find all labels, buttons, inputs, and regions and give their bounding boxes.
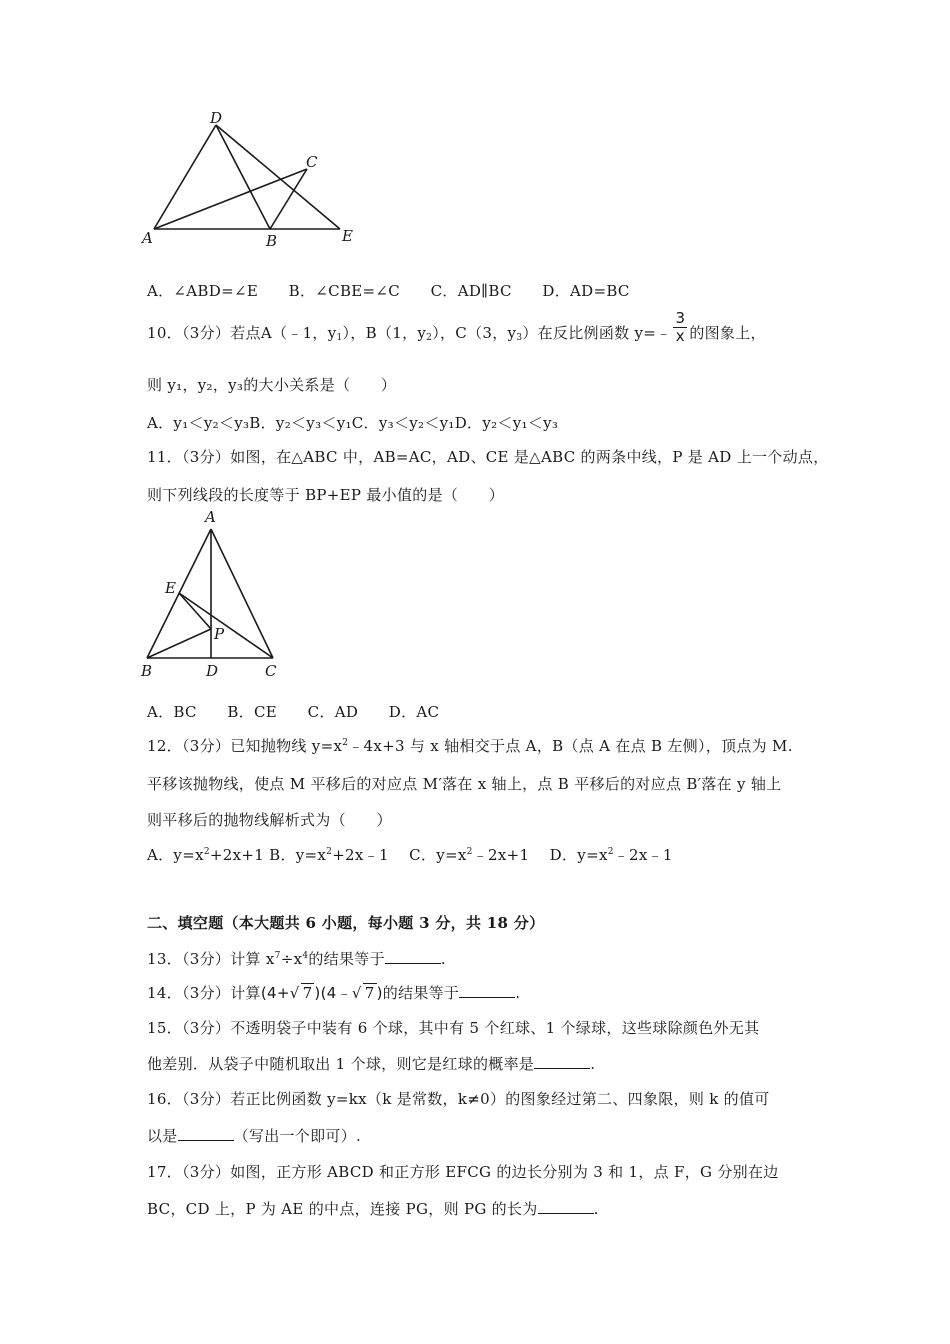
q17-line1: 17．（3分）如图，正方形 ABCD 和正方形 EFCG 的边长分别为 3 和 1，点 F，G 分别在边 xyxy=(147,1163,779,1181)
q13: 13．（3分）计算 $x^7\div x^4$的结果等于 . xyxy=(147,950,446,968)
q15-line2: 他差别．从袋子中随机取出 1 个球，则它是红球的概率是 . xyxy=(147,1055,596,1073)
q12-line1: 12．（3分）已知抛物线 $y=x^2﹣4x+3$ 与 x 轴相交于点 A，B（点 A 在点 B 左侧），顶点为 M. xyxy=(147,737,793,755)
q10-line2: 则 y₁，y₂，y₃的大小关系是（ ） xyxy=(147,376,397,394)
segment-ad xyxy=(154,125,216,229)
q15-line1: 15．（3分）不透明袋子中装有 6 个球，其中有 5 个红球、1 个绿球，这些球除颜色外无其 xyxy=(147,1019,760,1037)
label-a: A xyxy=(205,508,216,526)
figure-triangle-adbce xyxy=(130,105,370,250)
q14: 14．（3分）计算(4+√ 7 )(4﹣√ 7 )的结果等于 . xyxy=(147,984,521,1002)
answer-blank xyxy=(385,949,441,964)
figure-triangle-abc-medians xyxy=(135,505,285,685)
segment-bc xyxy=(270,169,307,229)
fraction-3-over-x: $\frac{3}{x}$ xyxy=(675,308,686,345)
label-d: D xyxy=(210,109,223,127)
q16-line1: 16．（3分）若正比例函数 y=kx（k 是常数，k≠0）的图象经过第二、四象限，则 k 的值可 xyxy=(147,1090,770,1108)
q9-options: A．∠ABD=∠E B．∠CBE=∠C C．AD∥BC D．AD=BC xyxy=(147,282,630,300)
label-b: B xyxy=(141,662,153,680)
label-d: D xyxy=(206,662,219,680)
segment-ce xyxy=(179,593,273,658)
sqrt-symbol: √ xyxy=(289,984,300,1002)
q11-options: A．BC B．CE C．AD D．AC xyxy=(147,703,440,721)
segment-db xyxy=(216,125,270,229)
label-e: E xyxy=(342,227,353,245)
label-a: A xyxy=(142,229,153,247)
q11-line2: 则下列线段的长度等于 BP+EP 最小值的是（ ） xyxy=(147,486,505,504)
answer-blank xyxy=(538,1199,594,1214)
q10-line1: 10．（3分）若点A（﹣1，$y_1$），B（1，$y_2$），C（3，$y_3$）在反比例函数 y=﹣ $\frac{3}{x}$ 的图象上， xyxy=(147,308,766,345)
q11-line1: 11．（3分）如图，在△ABC 中，AB=AC，AD、CE 是△ABC 的两条中线，P 是 AD 上一个动点， xyxy=(147,448,829,466)
q16-line2: 以是 （写出一个即可）. xyxy=(147,1127,362,1145)
label-b: B xyxy=(266,232,278,250)
label-c: C xyxy=(306,153,318,171)
q10-options: A．y₁＜y₂＜y₃B．y₂＜y₃＜y₁C．y₃＜y₂＜y₁D．y₂＜y₁＜y₃ xyxy=(147,414,559,432)
segment-ac xyxy=(154,169,307,229)
answer-blank xyxy=(459,983,515,998)
segment-de xyxy=(216,125,340,229)
q12-line3: 则平移后的抛物线解析式为（ ） xyxy=(147,811,392,829)
segment-bp xyxy=(147,629,211,658)
label-c: C xyxy=(265,662,277,680)
q12-line2: 平移该抛物线，使点 M 平移后的对应点 M′落在 x 轴上，点 B 平移后的对应点 B′落在 y 轴上 xyxy=(147,775,782,793)
answer-blank xyxy=(534,1054,590,1069)
sqrt-symbol: √ xyxy=(351,984,362,1002)
section-title-fill-in: 二、填空题（本大题共 6 小题，每小题 3 分，共 18 分） xyxy=(147,914,545,932)
answer-blank xyxy=(178,1126,234,1141)
q12-options: A．$y=x^2+2x+1$ B．$y=x^2+2x﹣1$ C．$y=x^2﹣2x+1$ D．$y=x^2﹣2x﹣1$ xyxy=(147,846,673,864)
q17-line2: BC，CD 上，P 为 AE 的中点，连接 PG，则 PG 的长为 . xyxy=(147,1200,599,1218)
label-p: P xyxy=(214,625,225,643)
label-e: E xyxy=(165,579,176,597)
